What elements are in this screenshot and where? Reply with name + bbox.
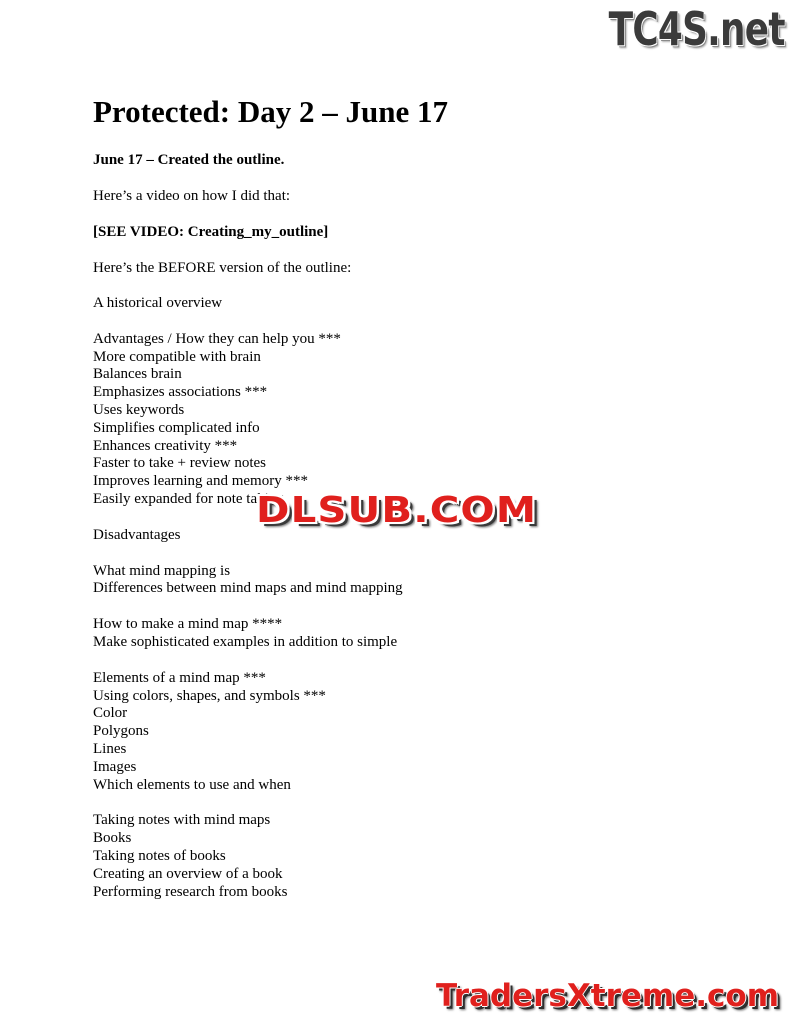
outline-line: Which elements to use and when: [93, 776, 291, 793]
outline-section: [93, 563, 733, 599]
page-title: Protected: Day 2 – June 17: [93, 94, 449, 129]
outline-line: Performing research from books: [93, 883, 288, 900]
outline-line: More compatible with brain: [93, 348, 261, 365]
outline-line: Books: [93, 830, 132, 847]
outline-line: Taking notes of books: [93, 847, 226, 864]
outline-line: Disadvantages: [93, 526, 181, 543]
outline-line: A historical overview: [93, 295, 223, 311]
outline-line: Easily expanded for note taking: [93, 490, 284, 507]
before-intro: Here’s the BEFORE version of the outline:: [93, 260, 352, 276]
outline-line: Improves learning and memory ***: [93, 473, 308, 490]
outline-line: Balances brain: [93, 366, 182, 383]
outline-line: Simplifies complicated info: [93, 419, 260, 436]
outline-line: Elements of a mind map ***: [93, 669, 266, 686]
outline-section: [93, 331, 733, 509]
outline-line: Advantages / How they can help you ***: [93, 330, 341, 347]
outline-section: [93, 295, 733, 313]
outline-line: Color: [93, 705, 128, 722]
tc4s-watermark: TC4S.net: [608, 2, 785, 56]
outline-line: Images: [93, 758, 137, 775]
video-placeholder: [SEE VIDEO: Creating_my_outline]: [93, 224, 329, 240]
outline-section: [93, 812, 733, 901]
outline-line: How to make a mind map ****: [93, 616, 283, 633]
outline-line: Uses keywords: [93, 401, 185, 418]
date-heading: June 17 – Created the outline.: [93, 152, 285, 168]
outline-line: Lines: [93, 740, 127, 757]
outline-section: [93, 616, 733, 652]
dlsub-watermark: DLSUB.COM: [256, 490, 538, 531]
outline-line: Make sophisticated examples in addition to simple: [93, 633, 398, 650]
tradersxtreme-watermark: TradersXtreme.com: [435, 978, 779, 1014]
outline: [93, 295, 733, 901]
outline-line: Enhances creativity ***: [93, 437, 238, 454]
outline-line: Using colors, shapes, and symbols ***: [93, 687, 326, 704]
outline-line: What mind mapping is: [93, 562, 231, 579]
outline-line: Taking notes with mind maps: [93, 812, 271, 829]
outline-section: [93, 670, 733, 795]
video-intro: Here’s a video on how I did that:: [93, 188, 291, 204]
outline-line: Emphasizes associations ***: [93, 384, 268, 401]
outline-line: Differences between mind maps and mind mapping: [93, 580, 403, 597]
outline-line: Faster to take + review notes: [93, 455, 266, 472]
outline-line: Creating an overview of a book: [93, 865, 283, 882]
outline-line: Polygons: [93, 723, 149, 740]
